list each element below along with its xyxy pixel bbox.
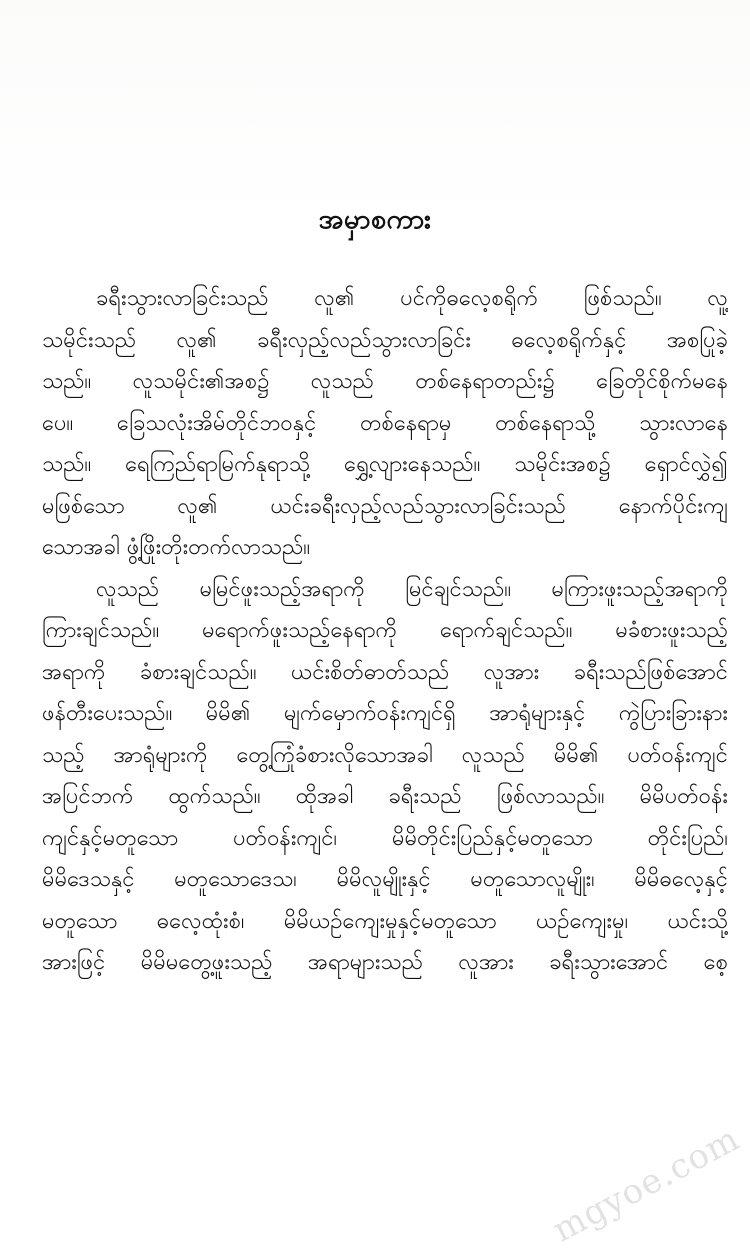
text-line: အရာကို ခံစားချင်သည်။ ယင်းစိတ်ဓာတ်သည် လူအား ခရီးသည်ဖြစ်အောင် (42, 659, 728, 685)
text-line: သောအခါ ဖွံ့ဖြိုးတိုးတက်လာသည်။ (42, 535, 311, 560)
watermark: mgyoe.com (545, 1118, 746, 1250)
text-line: သည့် အာရုံများကို တွေ့ကြုံခံစားလိုသောအခါ လူသည် မိမိ၏ ပတ်ဝန်းကျင် (42, 742, 728, 768)
paragraph-1 (42, 278, 728, 569)
text-line: အပြင်ဘက် ထွက်သည်။ ထိုအခါ ခရီးသည် ဖြစ်လာသည်။ မိမိပတ်ဝန်း (42, 784, 728, 809)
text-line: သမိုင်းသည် လူ၏ ခရီးလှည့်လည်သွားလာခြင်း ဓလေ့စရိုက်နှင့် အစပြုခဲ့ (42, 327, 728, 353)
text-line: ကျင်နှင့်မတူသော ပတ်ဝန်းကျင်၊ မိမိတိုင်းပြည်နှင့်မတူသော တိုင်းပြည်၊ (42, 825, 728, 851)
text-line: ကြားချင်သည်။ မရောက်ဖူးသည့်နေရာကို ရောက်ချင်သည်။ မခံစားဖူးသည့် (42, 618, 728, 643)
text-line: အားဖြင့် မိမိမတွေ့ဖူးသည့် အရာများသည် လူအား ခရီးသွားအောင် စေ့ (42, 950, 728, 975)
text-line: မဖြစ်သော လူ၏ ယင်းခရီးလှည့်လည်သွားလာခြင်းသည် နောက်ပိုင်းကျ (42, 493, 728, 519)
paragraph-2 (42, 569, 728, 984)
text-line: မတူသော ဓလေ့ထုံးစံ၊ မိမိယဉ်ကျေးမှုနှင့်မတူသော ယဉ်ကျေးမှု၊ ယင်းသို့ (42, 908, 728, 934)
text-line: လူသည် မမြင်ဖူးသည့်အရာကို မြင်ချင်သည်။ မကြားဖူးသည့်အရာကို (96, 576, 728, 602)
text-line: သည်။ လူသမိုင်း၏အစ၌ လူသည် တစ်နေရာတည်း၌ ခြေတိုင်စိုက်မနေ (42, 369, 728, 394)
body-text (42, 278, 728, 984)
text-line: ခရီးသွားလာခြင်းသည် လူ၏ ပင်ကိုဓလေ့စရိုက် ဖြစ်သည်။ လူ့ (96, 286, 728, 311)
text-line: မိမိဒေသနှင့် မတူသောဒေသ၊ မိမိလူမျိုးနှင့် မတူသောလူမျိုး၊ မိမိဓလေ့နှင့် (42, 867, 728, 892)
page-title: အမှာစကား (318, 204, 432, 235)
text-line: ပေ။ ခြေသလုံးအိမ်တိုင်ဘဝနှင့် တစ်နေရာမှ တစ်နေရာသို့ သွားလာနေ (42, 410, 728, 436)
text-line: သည်။ ရေကြည်ရာမြက်နုရာသို့ ရွှေ့လျားနေသည်။ သမိုင်းအစ၌ ရှောင်လွှဲ၍ (42, 452, 728, 477)
text-line: ဖန်တီးပေးသည်။ မိမိ၏ မျက်မှောက်ဝန်းကျင်ရှိ အာရုံများနှင့် ကွဲပြားခြားနား (42, 701, 728, 726)
